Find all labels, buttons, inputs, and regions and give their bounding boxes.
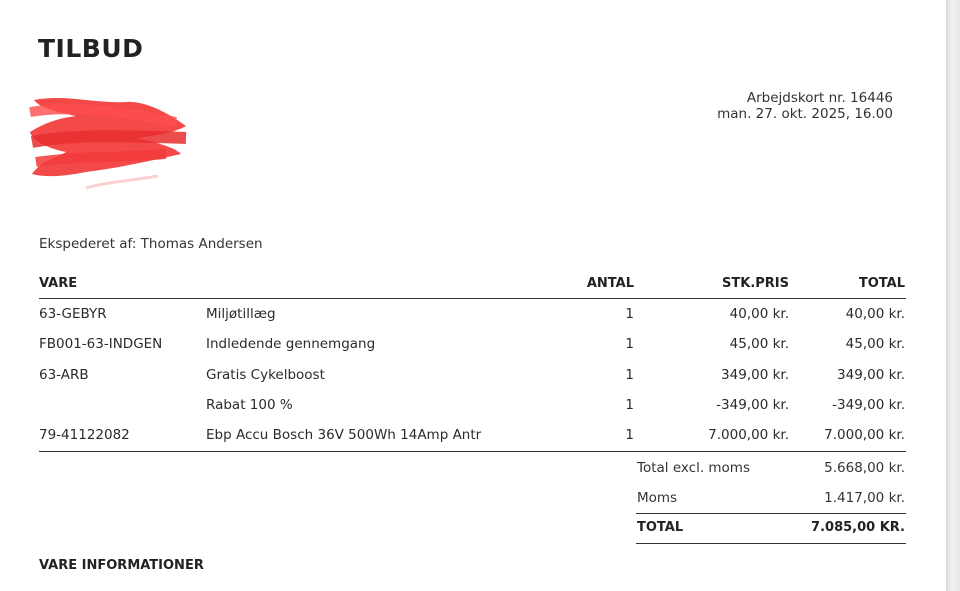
- row-unit-price: -349,00 kr.: [716, 396, 789, 413]
- header-item: VARE: [39, 276, 78, 291]
- row-unit-price: 7.000,00 kr.: [708, 427, 789, 444]
- total-excl-row: [636, 452, 906, 482]
- section-heading: VARE INFORMATIONER: [39, 558, 204, 573]
- work-card-number: Arbejdskort nr. 16446: [746, 90, 893, 106]
- expedited-by: Ekspederet af: Thomas Andersen: [39, 236, 263, 252]
- row-total: 349,00 kr.: [837, 366, 905, 383]
- grand-total-value: 7.085,00 KR.: [811, 520, 905, 535]
- vat-label: Moms: [637, 490, 678, 506]
- table-header: [39, 274, 906, 299]
- totals-summary: [636, 452, 906, 512]
- row-qty: 1: [625, 366, 634, 383]
- row-qty: 1: [625, 396, 634, 413]
- row-qty: 1: [625, 336, 634, 353]
- total-excl-label: Total excl. moms: [637, 460, 750, 476]
- row-total: 7.000,00 kr.: [824, 427, 905, 444]
- header-unit-price: STK.PRIS: [722, 276, 789, 291]
- row-code: 79-41122082: [39, 427, 130, 444]
- row-qty: 1: [625, 306, 634, 322]
- row-description: Ebp Accu Bosch 36V 500Wh 14Amp Antr: [206, 427, 482, 444]
- table-row: [39, 361, 906, 391]
- grand-total-row: [636, 513, 906, 544]
- document-title: TILBUD: [38, 34, 144, 63]
- row-total: 40,00 kr.: [845, 306, 905, 322]
- header-qty: ANTAL: [586, 276, 634, 291]
- row-qty: 1: [625, 427, 634, 444]
- row-unit-price: 349,00 kr.: [721, 366, 789, 383]
- table-body: [39, 300, 906, 452]
- page-edge: [946, 0, 960, 591]
- row-total: -349,00 kr.: [832, 396, 905, 413]
- vat-value: 1.417,00 kr.: [824, 490, 905, 506]
- row-description: Indledende gennemgang: [206, 336, 376, 353]
- row-description: Rabat 100 %: [206, 396, 293, 413]
- document-date: man. 27. okt. 2025, 16.00: [717, 106, 893, 122]
- vat-row: [636, 482, 906, 512]
- row-description: Miljøtillæg: [206, 306, 276, 322]
- redacted-address: [26, 92, 194, 192]
- table-row: [39, 421, 906, 451]
- row-code: 63-ARB: [39, 366, 89, 383]
- table-row: [39, 300, 906, 330]
- row-code: 63-GEBYR: [39, 306, 107, 322]
- row-description: Gratis Cykelboost: [206, 366, 325, 383]
- document-meta: [717, 90, 893, 122]
- header-total: TOTAL: [858, 276, 905, 291]
- row-code: FB001-63-INDGEN: [39, 336, 163, 353]
- table-row: [39, 330, 906, 360]
- row-unit-price: 40,00 kr.: [729, 306, 789, 322]
- total-excl-value: 5.668,00 kr.: [824, 460, 905, 476]
- row-unit-price: 45,00 kr.: [729, 336, 789, 353]
- table-row: [39, 391, 906, 421]
- grand-total-label: TOTAL: [637, 520, 684, 535]
- row-total: 45,00 kr.: [845, 336, 905, 353]
